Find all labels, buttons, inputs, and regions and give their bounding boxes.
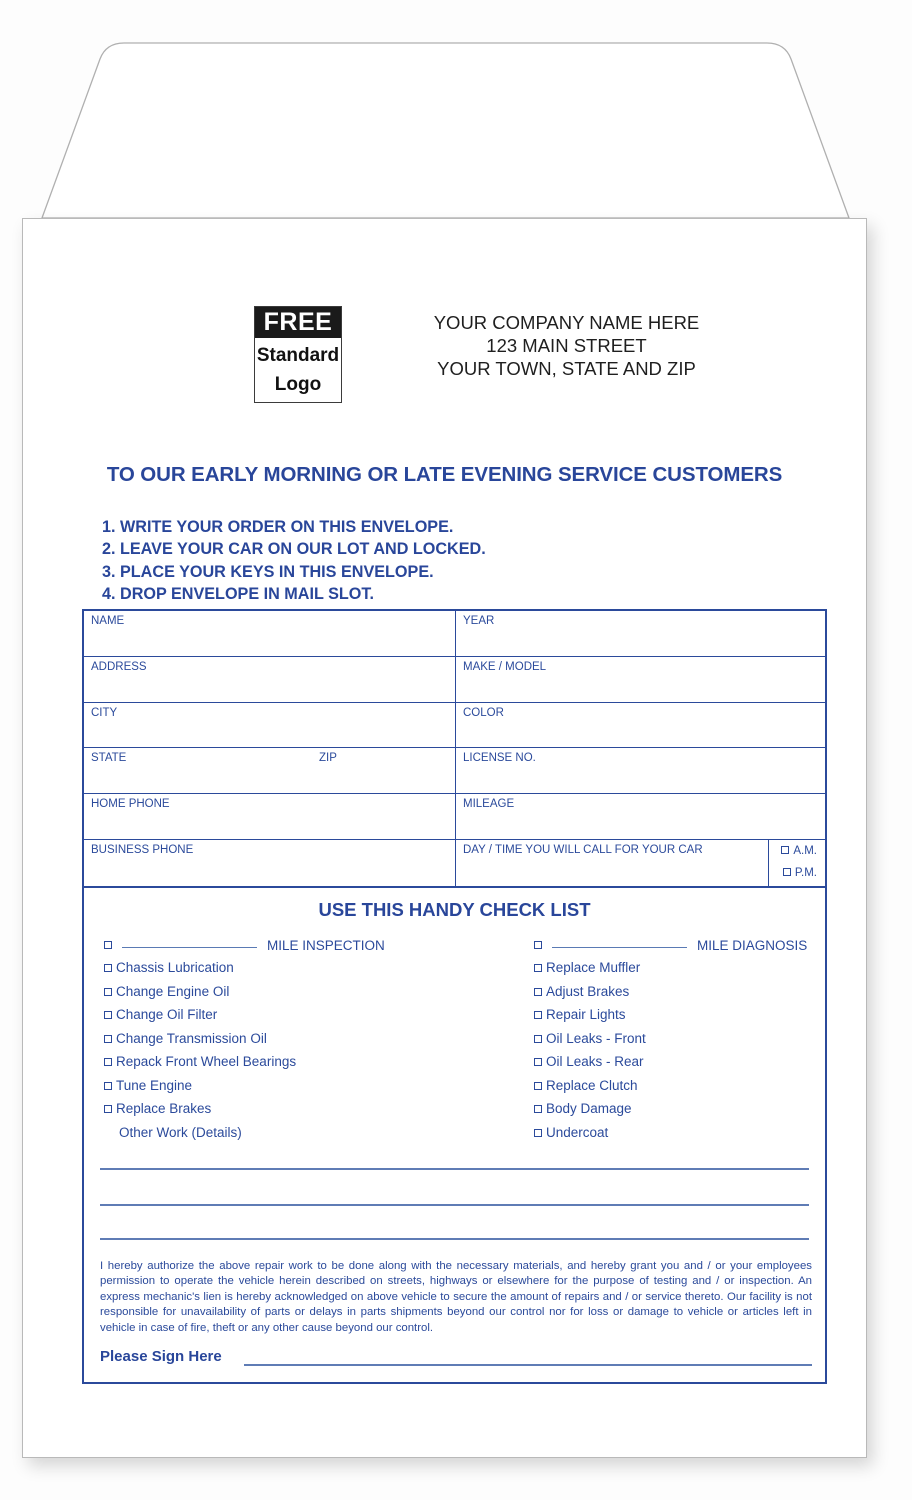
customer-vehicle-fields	[84, 611, 825, 886]
logo-standard-logo-text	[255, 338, 341, 399]
checkbox-am-label: A.M.	[793, 844, 817, 857]
instruction-item: 4. DROP ENVELOPE IN MAIL SLOT.	[102, 584, 374, 603]
checklist-item-label: Replace Clutch	[546, 1077, 638, 1093]
field-label-license-no: LICENSE NO.	[463, 752, 536, 765]
other-work-text: Other Work (Details)	[119, 1124, 242, 1140]
ampm-divider	[768, 840, 770, 886]
checkbox-icon[interactable]	[534, 1105, 542, 1113]
checklist-item-label: Repair Lights	[546, 1007, 626, 1022]
checklist-item-label: Oil Leaks - Front	[546, 1030, 646, 1046]
checklist-item[interactable]	[534, 960, 894, 984]
checklist-item-label: Tune Engine	[116, 1077, 193, 1093]
mile-inspection-blank-input[interactable]	[122, 936, 257, 948]
logo-line-1: Standard	[256, 345, 340, 366]
checkbox-icon[interactable]	[104, 1058, 112, 1066]
checklist-item-label: Chassis Lubrication	[116, 960, 234, 975]
checklist-item[interactable]	[104, 1078, 464, 1102]
logo-line-2: Logo	[274, 374, 322, 395]
instruction-list	[102, 516, 486, 605]
field-state-zip[interactable]	[84, 748, 456, 793]
checkbox-icon[interactable]	[534, 1011, 542, 1019]
checkbox-pm[interactable]	[783, 867, 817, 879]
checkbox-icon[interactable]	[534, 964, 542, 972]
other-work-line-2[interactable]	[100, 1204, 809, 1206]
checklist-column-left	[104, 936, 464, 1148]
checklist-item[interactable]	[104, 960, 464, 984]
company-street: 123 MAIN STREET	[486, 335, 647, 356]
checkbox-icon[interactable]	[534, 1082, 542, 1090]
checkbox-icon[interactable]	[104, 1105, 112, 1113]
field-mileage[interactable]	[456, 794, 825, 839]
other-work-line-3[interactable]	[100, 1238, 809, 1240]
checklist-item[interactable]	[534, 1007, 894, 1031]
checklist-mile-diagnosis-row[interactable]	[534, 936, 894, 960]
checklist-item[interactable]	[104, 1101, 464, 1125]
envelope-flap	[22, 35, 869, 225]
checkbox-icon[interactable]	[783, 868, 791, 876]
checklist-item[interactable]	[534, 1125, 894, 1149]
field-label-state: STATE	[91, 752, 127, 765]
field-label-year: YEAR	[463, 615, 495, 627]
checkbox-icon[interactable]	[104, 941, 112, 949]
checkbox-icon[interactable]	[534, 1058, 542, 1066]
checklist-mile-diagnosis-label: MILE DIAGNOSIS	[697, 938, 808, 953]
authorization-text: I hereby authorize the above repair work to be done along with the necessary materials, and hereby grant you and / or your employees permission to operate the vehicle herein described on streets, highways or elsewhere for the purpose of testing and / or inspection. An express mechanic's lien is hereby acknowledged on above vehicle to secure the amount of repairs and / or service thereto. Our facility is not responsible for unavailability of parts or delays in parts shipments beyond our control nor for loss or damage to vehicle or articles left in vehicle in case of fire, theft or any other cause beyond our control.	[100, 1260, 812, 1334]
field-row	[84, 840, 825, 886]
checklist-item[interactable]	[104, 1031, 464, 1055]
checklist-item-label: Change Engine Oil	[116, 983, 230, 999]
envelope-face	[22, 218, 867, 1458]
field-label-make-model: MAKE / MODEL	[463, 660, 547, 673]
checkbox-icon[interactable]	[104, 964, 112, 972]
field-label-address: ADDRESS	[91, 660, 147, 673]
checkbox-icon[interactable]	[104, 1011, 112, 1019]
field-label-zip: ZIP	[319, 752, 337, 765]
checklist-item[interactable]	[534, 984, 894, 1008]
field-city[interactable]	[84, 703, 456, 748]
field-row	[84, 794, 825, 840]
company-city-state-zip: YOUR TOWN, STATE AND ZIP	[437, 358, 696, 379]
checklist-column-right	[534, 936, 894, 1148]
standard-logo-box	[254, 306, 342, 403]
mile-diagnosis-blank-input[interactable]	[552, 936, 687, 948]
field-row	[84, 748, 825, 794]
company-address-block	[359, 311, 774, 380]
signature-line[interactable]	[244, 1364, 812, 1366]
checklist-mile-inspection-row[interactable]	[104, 936, 464, 960]
field-color[interactable]	[456, 703, 825, 748]
checklist-item-label: Undercoat	[546, 1124, 609, 1140]
checklist-item-label: Change Oil Filter	[116, 1007, 218, 1022]
checklist-item[interactable]	[104, 1054, 464, 1078]
checklist-title: USE THIS HANDY CHECK LIST	[318, 899, 591, 920]
field-row	[84, 657, 825, 703]
instruction-item: 2. LEAVE YOUR CAR ON OUR LOT AND LOCKED.	[102, 540, 486, 559]
checklist-mile-inspection-label: MILE INSPECTION	[267, 938, 385, 953]
checkbox-pm-label: P.M.	[794, 866, 817, 879]
checklist-divider	[84, 886, 825, 888]
field-home-phone[interactable]	[84, 794, 456, 839]
checklist-item[interactable]	[534, 1054, 894, 1078]
company-name: YOUR COMPANY NAME HERE	[433, 312, 700, 333]
other-work-line-1[interactable]	[100, 1168, 809, 1170]
checklist-item-label: Repack Front Wheel Bearings	[116, 1054, 297, 1069]
field-label-color: COLOR	[463, 706, 504, 719]
field-business-phone[interactable]	[84, 840, 456, 886]
checkbox-icon[interactable]	[534, 1035, 542, 1043]
page-title: TO OUR EARLY MORNING OR LATE EVENING SERVICE CUSTOMERS	[106, 463, 783, 486]
field-make-model[interactable]	[456, 657, 825, 702]
field-row	[84, 703, 825, 749]
field-label-city: CITY	[91, 706, 118, 719]
checkbox-icon[interactable]	[534, 988, 542, 996]
checkbox-am[interactable]	[781, 845, 817, 857]
checkbox-icon[interactable]	[534, 1129, 542, 1137]
field-label-business-phone: BUSINESS PHONE	[91, 843, 194, 856]
field-label-home-phone: HOME PHONE	[91, 798, 170, 811]
field-license-no[interactable]	[456, 748, 825, 793]
field-row	[84, 611, 825, 657]
order-form-box	[82, 609, 827, 1384]
signature-row	[100, 1348, 812, 1370]
checkbox-icon[interactable]	[781, 846, 789, 854]
checklist-item-label: Replace Brakes	[116, 1101, 212, 1116]
instruction-item: 1. WRITE YOUR ORDER ON THIS ENVELOPE.	[102, 518, 454, 536]
instruction-item: 3. PLACE YOUR KEYS IN THIS ENVELOPE.	[102, 562, 434, 581]
checklist-item-label: Replace Muffler	[546, 960, 641, 975]
checkbox-icon[interactable]	[104, 1035, 112, 1043]
checklist-item[interactable]	[534, 1078, 894, 1102]
field-year[interactable]	[456, 611, 825, 656]
checkbox-icon[interactable]	[104, 988, 112, 996]
field-name[interactable]	[84, 611, 456, 656]
checklist-item-label: Change Transmission Oil	[116, 1030, 267, 1046]
letterhead	[254, 306, 774, 416]
field-label-name: NAME	[91, 615, 125, 627]
field-label-mileage: MILEAGE	[463, 798, 515, 811]
field-day-time-call[interactable]	[456, 840, 825, 886]
checklist-item[interactable]	[534, 1031, 894, 1055]
checkbox-icon[interactable]	[534, 941, 542, 949]
logo-free-banner: FREE	[255, 307, 341, 338]
checklist-item-label: Body Damage	[546, 1101, 632, 1116]
checklist-item[interactable]	[104, 984, 464, 1008]
field-address[interactable]	[84, 657, 456, 702]
field-label-day-time-call: DAY / TIME YOU WILL CALL FOR YOUR CAR	[463, 843, 703, 856]
checklist-item-label: Oil Leaks - Rear	[546, 1054, 644, 1069]
checklist-item-label: Adjust Brakes	[546, 983, 630, 999]
envelope	[22, 35, 869, 1460]
checklist-item[interactable]	[104, 1007, 464, 1031]
checklist-item[interactable]	[534, 1101, 894, 1125]
checkbox-icon[interactable]	[104, 1082, 112, 1090]
signature-label: Please Sign Here	[100, 1348, 222, 1365]
other-work-label	[104, 1125, 464, 1149]
